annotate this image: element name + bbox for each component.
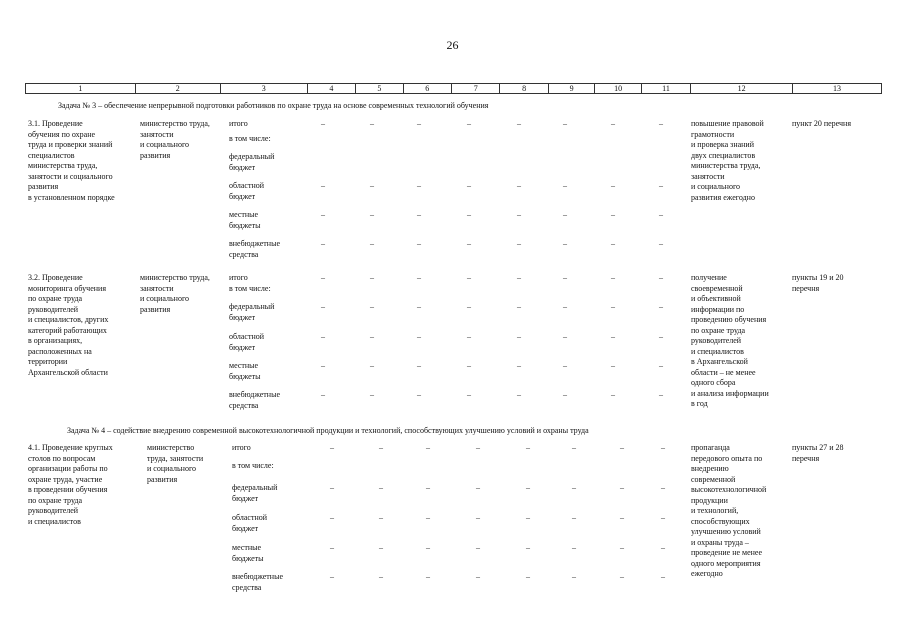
measure-name: 3.2. Проведение мониторинга обучения по охране труда руководителей и специалистов, других категорий работающих в организациях, расположенных на территории Архангельской области [28,273,109,377]
measure-name: 4.1. Проведение круглых столов по вопросам организации работы по охране труда, участие в проведении обучения по охране труда руководителей и специалистов [28,443,113,526]
dash-cell: – [572,513,576,522]
list-reference: пункты 27 и 28 перечня [792,443,844,463]
dash-cell: – [370,390,374,399]
task-heading: Задача № 3 – обеспечение непрерывной подготовки работников по охране труда на основе современных технологий обучения [58,101,489,110]
dash-cell: – [370,273,374,282]
funding-source: местные бюджеты [229,361,261,381]
measure-name: 3.1. Проведение обучения по охране труда и проверки знаний специалистов министерства труда, занятости и социального развития в установленном порядке [28,119,115,202]
dash-cell: – [417,210,421,219]
dash-cell: – [517,302,521,311]
dash-cell: – [611,119,615,128]
dash-cell: – [659,332,663,341]
funding-source: внебюджетные средства [229,390,280,410]
dash-cell: – [426,443,430,452]
dash-cell: – [661,443,665,452]
funding-source: итого [229,273,248,282]
task-heading: Задача № 4 – содействие внедрению современной высокотехнологичной продукции и технологий, способствующих улучшению условий и охраны труда [67,426,589,435]
dash-cell: – [379,572,383,581]
dash-cell: – [659,119,663,128]
dash-cell: – [517,181,521,190]
dash-cell: – [517,210,521,219]
dash-cell: – [563,239,567,248]
dash-cell: – [563,119,567,128]
dash-cell: – [476,543,480,552]
page-number: 26 [446,38,459,52]
executor: министерство труда, занятости и социального развития [140,273,210,314]
dash-cell: – [659,239,663,248]
dash-cell: – [563,181,567,190]
dash-cell: – [417,239,421,248]
dash-cell: – [659,302,663,311]
dash-cell: – [321,119,325,128]
executor: министерство труда, занятости и социального развития [140,119,210,160]
dash-cell: – [620,483,624,492]
dash-cell: – [563,210,567,219]
dash-cell: – [659,273,663,282]
dash-cell: – [467,239,471,248]
column-header: 1 [26,84,136,93]
dash-cell: – [426,543,430,552]
funding-source: в том числе: [232,461,274,470]
executor: министерство труда, занятости и социального развития [147,443,204,484]
dash-cell: – [321,273,325,282]
dash-cell: – [321,361,325,370]
dash-cell: – [467,181,471,190]
dash-cell: – [611,181,615,190]
column-header-row [25,83,882,94]
dash-cell: – [417,361,421,370]
dash-cell: – [611,332,615,341]
dash-cell: – [476,513,480,522]
dash-cell: – [321,181,325,190]
dash-cell: – [517,239,521,248]
dash-cell: – [563,302,567,311]
dash-cell: – [517,332,521,341]
dash-cell: – [526,483,530,492]
dash-cell: – [517,361,521,370]
dash-cell: – [563,390,567,399]
dash-cell: – [370,119,374,128]
column-header: 11 [642,84,691,93]
dash-cell: – [467,210,471,219]
list-reference: пункты 19 и 20 перечня [792,273,844,293]
dash-cell: – [620,543,624,552]
dash-cell: – [476,443,480,452]
column-header: 9 [549,84,595,93]
dash-cell: – [467,390,471,399]
dash-cell: – [572,543,576,552]
dash-cell: – [620,513,624,522]
dash-cell: – [370,361,374,370]
dash-cell: – [417,119,421,128]
dash-cell: – [370,302,374,311]
dash-cell: – [620,443,624,452]
dash-cell: – [611,273,615,282]
dash-cell: – [526,513,530,522]
dash-cell: – [476,572,480,581]
dash-cell: – [417,390,421,399]
expected-result: получение своевременной и объективной информации по проведению обучения по охране труда руководителей и специалистов в Архангельской области – не менее одного сбора и анализа информации в год [691,273,769,408]
funding-source: местные бюджеты [229,210,261,230]
dash-cell: – [476,483,480,492]
dash-cell: – [572,443,576,452]
dash-cell: – [379,483,383,492]
dash-cell: – [563,332,567,341]
funding-source: федеральный бюджет [229,302,275,322]
dash-cell: – [321,210,325,219]
dash-cell: – [661,572,665,581]
dash-cell: – [659,361,663,370]
dash-cell: – [379,513,383,522]
dash-cell: – [661,543,665,552]
dash-cell: – [563,361,567,370]
list-reference: пункт 20 перечня [792,119,852,128]
funding-source: федеральный бюджет [232,483,278,503]
dash-cell: – [572,483,576,492]
dash-cell: – [611,302,615,311]
dash-cell: – [426,483,430,492]
column-header: 12 [691,84,793,93]
column-header: 5 [356,84,403,93]
funding-source: областной бюджет [229,332,265,352]
dash-cell: – [417,332,421,341]
dash-cell: – [417,181,421,190]
dash-cell: – [467,273,471,282]
dash-cell: – [611,210,615,219]
dash-cell: – [370,181,374,190]
dash-cell: – [661,513,665,522]
dash-cell: – [426,572,430,581]
dash-cell: – [467,361,471,370]
dash-cell: – [330,443,334,452]
dash-cell: – [330,513,334,522]
funding-source: внебюджетные средства [229,239,280,259]
dash-cell: – [659,390,663,399]
column-header: 2 [136,84,221,93]
column-header: 10 [595,84,641,93]
dash-cell: – [517,390,521,399]
dash-cell: – [526,543,530,552]
funding-source: в том числе: [229,134,271,143]
funding-source: областной бюджет [229,181,265,201]
dash-cell: – [467,332,471,341]
dash-cell: – [572,572,576,581]
column-header: 6 [404,84,452,93]
dash-cell: – [370,239,374,248]
dash-cell: – [370,210,374,219]
dash-cell: – [563,273,567,282]
dash-cell: – [620,572,624,581]
dash-cell: – [321,332,325,341]
dash-cell: – [330,483,334,492]
dash-cell: – [330,543,334,552]
dash-cell: – [611,390,615,399]
funding-source: в том числе: [229,284,271,293]
dash-cell: – [426,513,430,522]
funding-source: итого [232,443,251,452]
dash-cell: – [321,390,325,399]
column-header: 13 [832,84,841,93]
funding-source: внебюджетные средства [232,572,283,592]
dash-cell: – [526,572,530,581]
dash-cell: – [370,332,374,341]
dash-cell: – [321,302,325,311]
column-header: 7 [452,84,500,93]
dash-cell: – [659,181,663,190]
expected-result: повышение правовой грамотности и проверка знаний двух специалистов министерства труда, занятости и социального развития ежегодно [691,119,764,202]
dash-cell: – [517,119,521,128]
column-header: 8 [500,84,548,93]
dash-cell: – [661,483,665,492]
dash-cell: – [467,119,471,128]
dash-cell: – [659,210,663,219]
dash-cell: – [467,302,471,311]
dash-cell: – [417,273,421,282]
funding-source: областной бюджет [232,513,268,533]
funding-source: местные бюджеты [232,543,264,563]
dash-cell: – [517,273,521,282]
dash-cell: – [526,443,530,452]
dash-cell: – [321,239,325,248]
dash-cell: – [417,302,421,311]
funding-source: федеральный бюджет [229,152,275,172]
column-header: 3 [221,84,308,93]
funding-source: итого [229,119,248,128]
expected-result: пропаганда передового опыта по внедрению современной высокотехнологичной продукции и технологий, способствующих улучшению условий и охраны труда – проведение не менее одного мероприятия ежегодно [691,443,767,578]
dash-cell: – [611,361,615,370]
dash-cell: – [611,239,615,248]
dash-cell: – [379,543,383,552]
column-header: 4 [308,84,356,93]
dash-cell: – [330,572,334,581]
dash-cell: – [379,443,383,452]
